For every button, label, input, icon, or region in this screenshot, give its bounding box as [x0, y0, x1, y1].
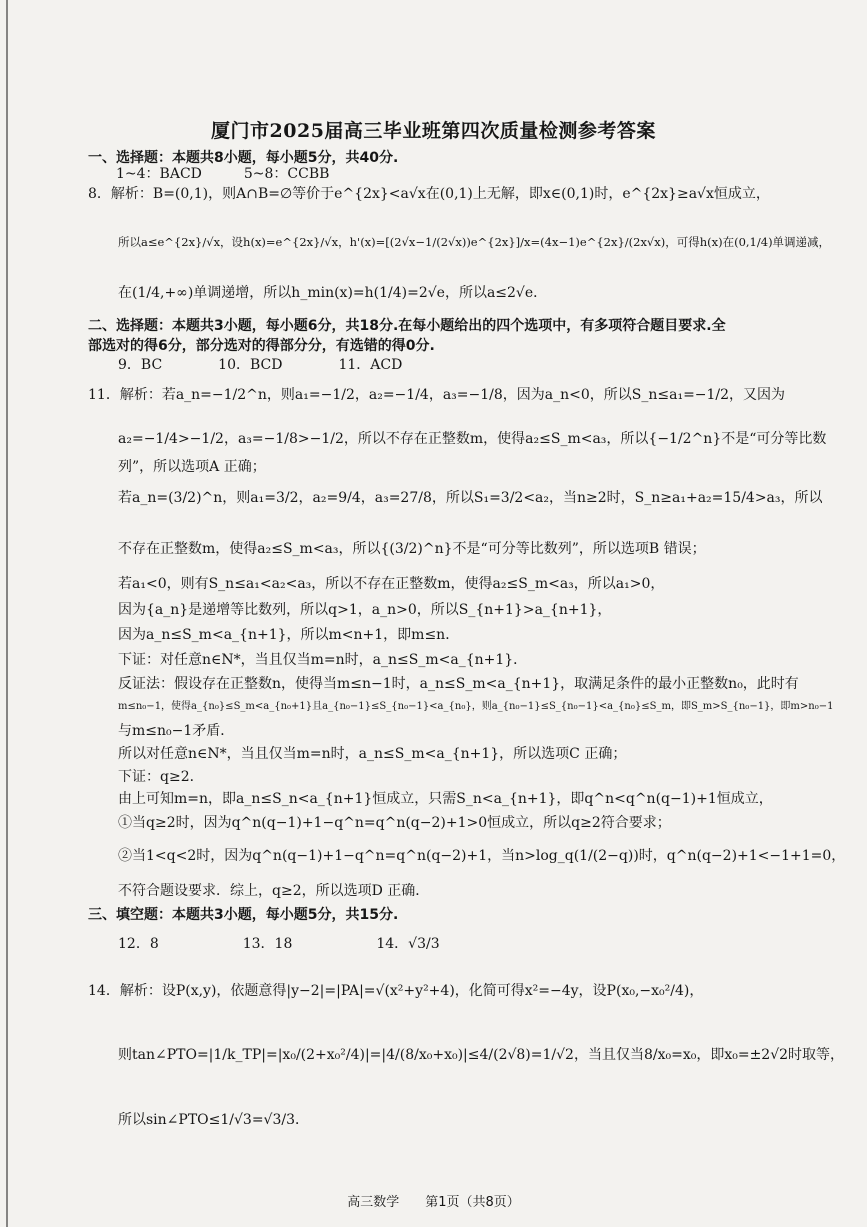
- scan-border-line: [6, 0, 8, 1227]
- page-title: 厦门市2025届高三毕业班第四次质量检测参考答案: [211, 120, 656, 142]
- page-footer: 高三数学 第1页（共8页）: [347, 1195, 520, 1210]
- answer-line: 下证：对任意n∈N*，当且仅当m=n时，a_n≤S_m<a_{n+1}．: [118, 652, 528, 668]
- answer-line: 在(1/4,+∞)单调递增，所以h_min(x)=h(1/4)=2√e，所以a≤2√e．: [118, 285, 548, 301]
- answer-line: 8．解析：B=(0,1)，则A∩B=∅等价于e^{2x}<a√x在(0,1)上无解，即x∈(0,1)时，e^{2x}≥a√x恒成立，: [88, 186, 770, 202]
- answer-line: 所以sin∠PTO≤1/√3=√3/3．: [118, 1112, 310, 1128]
- section-heading: 三、填空题：本题共3小题，每小题5分，共15分.: [88, 907, 399, 923]
- answer-line: 所以对任意n∈N*，当且仅当m=n时，a_n≤S_m<a_{n+1}，所以选项C 正确；: [118, 746, 627, 762]
- answer-line: 9．BC 10．BCD 11．ACD: [118, 357, 403, 373]
- answer-line: 14．解析：设P(x,y)，依题意得|y−2|=|PA|=√(x²+y²+4)，化简可得x²=−4y，设P(x₀,−x₀²/4)，: [88, 983, 704, 999]
- answer-line: 则tan∠PTO=|1/k_TP|=|x₀/(2+x₀²/4)|=|4/(8/x₀+x₀)|≤4/(2√8)=1/√2，当且仅当8/x₀=x₀，即x₀=±2√2时取等，: [118, 1047, 845, 1063]
- section-heading: 一、选择题：本题共8小题，每小题5分，共40分.: [88, 150, 399, 166]
- answer-line: 由上可知m=n，即a_n≤S_n<a_{n+1}恒成立，只需S_n<a_{n+1}，即q^n<q^n(q−1)+1恒成立，: [118, 791, 773, 807]
- answer-line: ①当q≥2时，因为q^n(q−1)+1−q^n=q^n(q−2)+1>0恒成立，所以q≥2符合要求；: [118, 815, 671, 831]
- section-heading: 二、选择题：本题共3小题，每小题6分，共18分.在每小题给出的四个选项中，有多项符合题目要求.全: [88, 318, 726, 334]
- answer-line: 因为a_n≤S_m<a_{n+1}，所以m<n+1，即m≤n．: [118, 627, 460, 643]
- answer-line: 下证：q≥2．: [118, 769, 204, 785]
- answer-line: 与m≤n₀−1矛盾．: [118, 723, 235, 739]
- answer-line: 1~4：BACD 5~8：CCBB: [116, 166, 330, 182]
- answer-line: 列”，所以选项A 正确；: [118, 459, 266, 475]
- answer-line: 因为{a_n}是递增等比数列，所以q>1，a_n>0，所以S_{n+1}>a_{n+1}，: [118, 602, 612, 618]
- answer-line: 若a₁<0，则有S_n≤a₁<a₂<a₃，所以不存在正整数m，使得a₂≤S_m<a₃，所以a₁>0，: [118, 576, 665, 592]
- answer-line: 所以a≤e^{2x}/√x，设h(x)=e^{2x}/√x，h'(x)=[(2√x−1/(2√x))e^{2x}]/x=(4x−1)e^{2x}/(2x√x)，可得h(x)在(0,1/4)单调递减，: [118, 235, 831, 249]
- answer-line: ②当1<q<2时，因为q^n(q−1)+1−q^n=q^n(q−2)+1，当n>log_q(1/(2−q))时，q^n(q−2)+1<−1+1=0，: [118, 848, 846, 864]
- answer-line: m≤n₀−1，使得a_{n₀}≤S_m<a_{n₀+1}且a_{n₀−1}≤S_{n₀−1}<a_{n₀}，则a_{n₀−1}≤S_{n₀−1}<a_{n₀}≤S_m，即S_m>S_{n₀−1}，即m>n₀−1: [118, 701, 834, 712]
- answer-line: 若a_n=(3/2)^n，则a₁=3/2，a₂=9/4，a₃=27/8，所以S₁=3/2<a₂，当n≥2时，S_n≥a₁+a₂=15/4>a₃，所以: [118, 490, 823, 506]
- answer-line: 不存在正整数m，使得a₂≤S_m<a₃，所以{(3/2)^n}不是“可分等比数列”，所以选项B 错误；: [118, 541, 706, 557]
- answer-line: 12．8 13．18 14．√3/3: [118, 936, 440, 952]
- answer-line: 反证法：假设存在正整数n，使得当m≤n−1时，a_n≤S_m<a_{n+1}，取满足条件的最小正整数n₀，此时有: [118, 676, 799, 692]
- answer-line: 不符合题设要求．综上，q≥2，所以选项D 正确．: [118, 883, 430, 899]
- answer-line: 11．解析：若a_n=−1/2^n，则a₁=−1/2，a₂=−1/4，a₃=−1/8，因为a_n<0，所以S_n≤a₁=−1/2，又因为: [88, 387, 786, 403]
- answer-line: a₂=−1/4>−1/2，a₃=−1/8>−1/2，所以不存在正整数m，使得a₂≤S_m<a₃，所以{−1/2^n}不是“可分等比数: [118, 431, 827, 447]
- section-heading: 部选对的得6分，部分选对的得部分分，有选错的得0分.: [88, 338, 435, 354]
